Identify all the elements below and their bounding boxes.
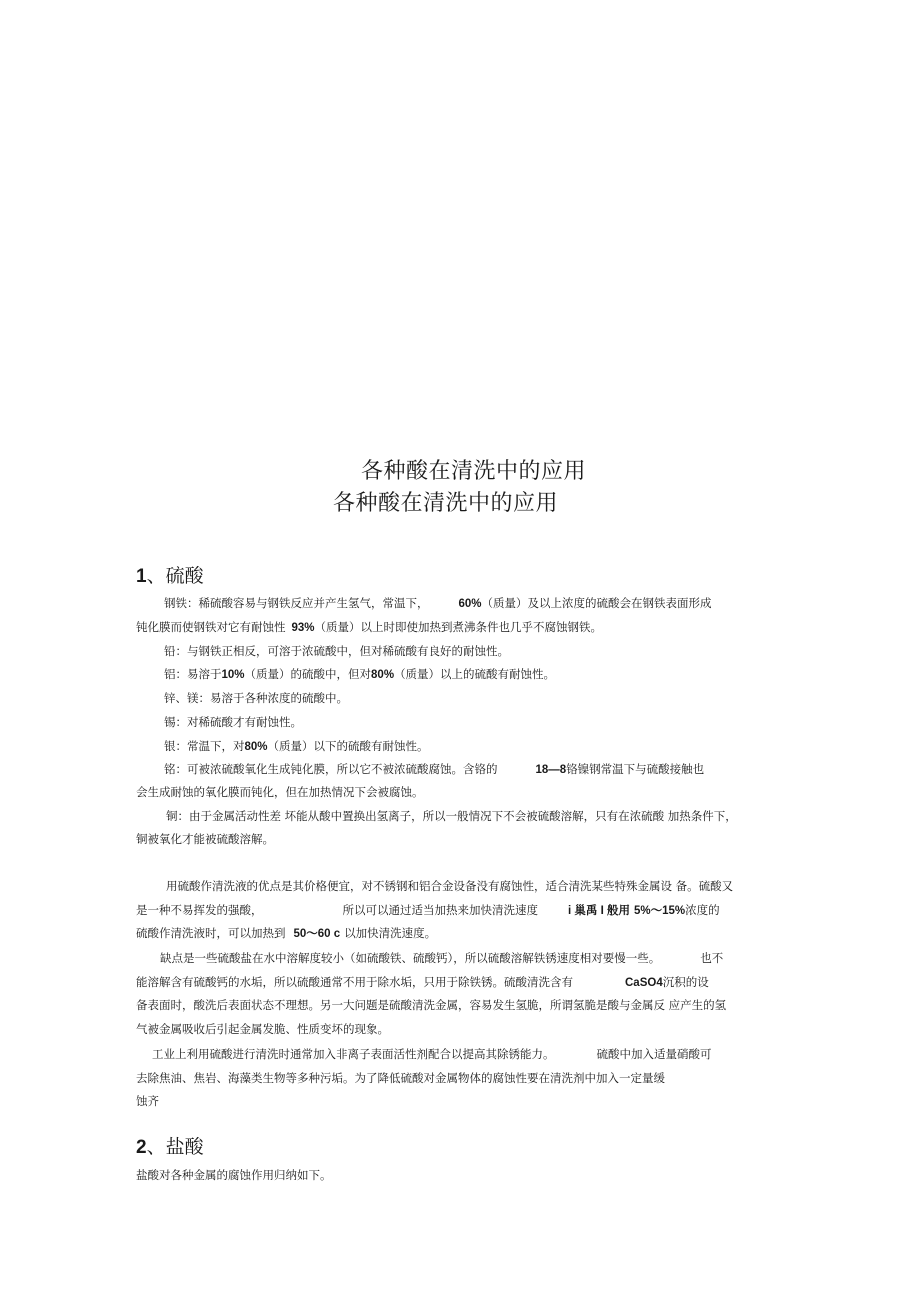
text-run: （质量）的硫酸中，但对 <box>244 667 372 681</box>
text-run: 缺点是一些硫酸盐在水中溶解度较小（如硫酸铁、硫酸钙），所以硫酸溶解铁锈速度相对要慢一些。 <box>160 951 661 965</box>
paragraph-line <box>136 974 709 991</box>
text-run: 工业上利用硫酸进行清洗时通常加入非离子表面活性剂配合以提高其除锈能力。 <box>152 1047 555 1061</box>
paragraph-line <box>136 619 602 636</box>
text-run: 是一种不易挥发的强酸， <box>136 903 263 917</box>
text-run: 沉积的设 <box>662 975 709 989</box>
paragraph-line: 会生成耐蚀的氧化膜而钝化，但在加热情况下会被腐蚀。 <box>136 785 424 799</box>
text-run: 硫酸作清洗液时，可以加热到 <box>136 926 286 940</box>
text-run: 铭：可被浓硫酸氧化生成钝化膜，所以它不被浓硫酸腐蚀。含铬的 <box>164 762 498 776</box>
paragraph-line: 用硫酸作清洗液的优点是其价格便宜，对不锈钢和铝合金设备没有腐蚀性，适合清洗某些特殊金属设 备。硫酸又 <box>166 879 734 893</box>
paragraph-line: 锌、镁：易溶于各种浓度的硫酸中。 <box>164 691 348 705</box>
section-separator: 、 <box>146 1136 166 1158</box>
text-run: （质量）以上时即使加热到煮沸条件也几乎不腐蚀钢铁。 <box>314 620 603 634</box>
text-run-bold: 80% <box>371 669 395 681</box>
paragraph-line: 铅：与钢铁正相反，可溶于浓硫酸中，但对稀硫酸有良好的耐蚀性。 <box>164 644 509 658</box>
paragraph-line: 盐酸对各种金属的腐蚀作用归纳如下。 <box>136 1168 332 1182</box>
text-run: （质量）以上的硫酸有耐蚀性。 <box>394 667 556 681</box>
text-run: 所以可以通过适当加热来加快清洗速度 <box>342 903 538 917</box>
text-run: （质量）及以上浓度的硫酸会在钢铁表面形成 <box>481 596 712 610</box>
text-run-bold: 93% <box>291 622 315 634</box>
text-run-bold: i 巢禹 I 般用 <box>568 905 630 917</box>
paragraph-line: 铜被氧化才能被硫酸溶解。 <box>136 832 274 846</box>
text-run: 钢铁：稀硫酸容易与钢铁反应并产生氢气，常温下， <box>164 596 429 610</box>
page-title: 各种酸在清洗中的应用 <box>361 459 587 484</box>
paragraph-line <box>164 666 555 683</box>
section-separator: 、 <box>146 565 166 587</box>
text-run-bold: 50～60 c <box>293 928 341 940</box>
paragraph-line: 备表面时，酸洗后表面状态不理想。另一大问题是硫酸清洗金属，容易发生氢脆，所谓氢脆是酸与金属反 应产生的氢 <box>136 998 727 1012</box>
text-run-bold: 18—8 <box>535 764 567 776</box>
text-run: 铝：易溶于 <box>164 667 222 681</box>
text-run-bold: 60% <box>458 598 482 610</box>
text-run: （质量）以下的硫酸有耐蚀性。 <box>267 739 429 753</box>
text-run: 以加快清洗速度。 <box>344 926 437 940</box>
section-heading-1 <box>136 561 204 588</box>
text-run: 硫酸中加入适量硝酸可 <box>596 1047 712 1061</box>
paragraph-line <box>164 761 704 778</box>
paragraph-line <box>136 902 720 919</box>
paragraph-line: 蚀齐 <box>136 1094 159 1108</box>
section-title: 盐酸 <box>165 1136 204 1158</box>
text-run: 浓度的 <box>685 903 720 917</box>
text-run: 钝化膜而使钢铁对它有耐蚀性 <box>136 620 286 634</box>
section-heading-2 <box>136 1132 204 1159</box>
text-run-bold: 10% <box>221 669 245 681</box>
paragraph-line <box>152 1046 712 1062</box>
section-number: 2 <box>136 1137 147 1158</box>
paragraph-line <box>164 738 429 755</box>
text-run-bold: 80% <box>244 741 268 753</box>
text-run: 铬镍钢常温下与硫酸接触也 <box>566 762 705 776</box>
page-title-repeat: 各种酸在清洗中的应用 <box>333 491 559 516</box>
section-number: 1 <box>136 566 147 587</box>
paragraph-line <box>164 595 712 612</box>
text-run-bold: CaSO4 <box>625 977 663 989</box>
text-run-bold: 5%～15% <box>633 905 686 917</box>
section-title: 硫酸 <box>165 565 204 587</box>
paragraph-line <box>160 950 723 966</box>
text-run: 银：常温下，对 <box>164 739 245 753</box>
paragraph-line: 气被金属吸收后引起金属发脆、性质变坏的现象。 <box>136 1022 389 1036</box>
paragraph-line: 锡：对稀硫酸才有耐蚀性。 <box>164 715 302 729</box>
paragraph-line: 铜：由于金属活动性差 坏能从酸中置换出氢离子，所以一般情况下不会被硫酸溶解，只有在浓硫酸 加热条件下， <box>166 809 737 823</box>
paragraph-line <box>136 925 436 942</box>
text-run: 能溶解含有硫酸钙的水垢，所以硫酸通常不用于除水垢，只用于除铁锈。硫酸清洗含有 <box>136 975 573 989</box>
text-run: 也不 <box>700 951 724 965</box>
paragraph-line: 去除焦油、焦岩、海藻类生物等多种污垢。为了降低硫酸对金属物体的腐蚀性要在清洗剂中加入一定量缓 <box>136 1071 665 1085</box>
